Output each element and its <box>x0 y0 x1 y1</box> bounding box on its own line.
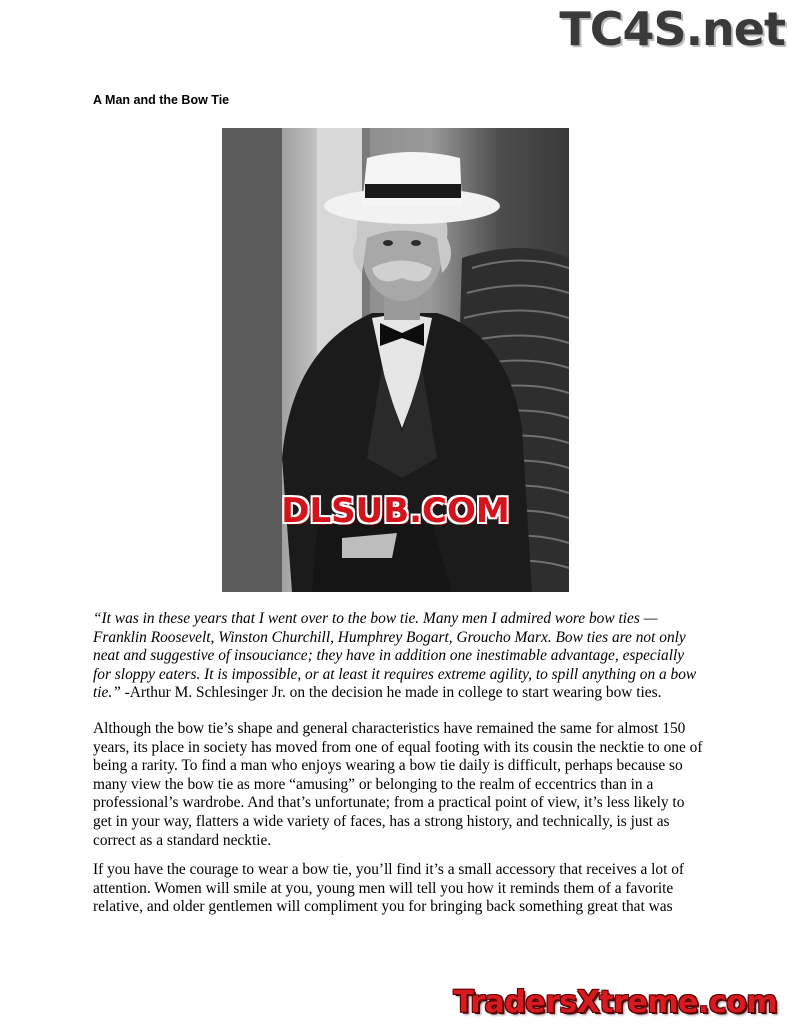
body-paragraph-2: If you have the courage to wear a bow tie, you’ll find it’s a small accessory that receives a lot of attention. Women will smile at you, young men will tell you how it reminds them of a favorite relative, and older gentlemen will compliment you for bringing back something great that was <box>93 861 685 916</box>
quote-attribution: -Arthur M. Schlesinger Jr. on the decision he made in college to start wearing bow ties. <box>120 684 662 702</box>
site-logo-bottom: TradersXtreme.com <box>453 985 777 1020</box>
portrait-photo <box>222 128 569 592</box>
body-paragraph-1: Although the bow tie’s shape and general characteristics have remained the same for almost 150 years, its place in society has moved from one of equal footing with its cousin the necktie to one of being a rarity. To find a man who enjoys wearing a bow tie daily is difficult, perhaps because so many view the bow tie as more “amusing” or belonging to the realm of eccentrics than in a professional’s wardrobe. And that’s unfortunate; from a practical point of view, it’s less likely to get in your way, flatters a wide variety of faces, has a strong history, and technically, is just as correct as a standard necktie. <box>93 720 703 849</box>
quote-text: “It was in these years that I went over to the bow tie. Many men I admired wore bow ties — Franklin Roosevelt, Winston Churchill, Humphrey Bogart, Groucho Marx. Bow ties are not only neat and suggestive of insouciance; they have in addition one inestimable advantage, especially for sloppy eaters. It is impossible, or at least it requires extreme agility, to spill anything on a bow tie.” <box>93 610 697 702</box>
document-title: A Man and the Bow Tie <box>93 93 230 107</box>
photo-watermark: DLSUB.COM <box>281 491 510 531</box>
site-logo-top: TC4S.net <box>559 2 785 56</box>
quote-paragraph <box>93 610 703 703</box>
